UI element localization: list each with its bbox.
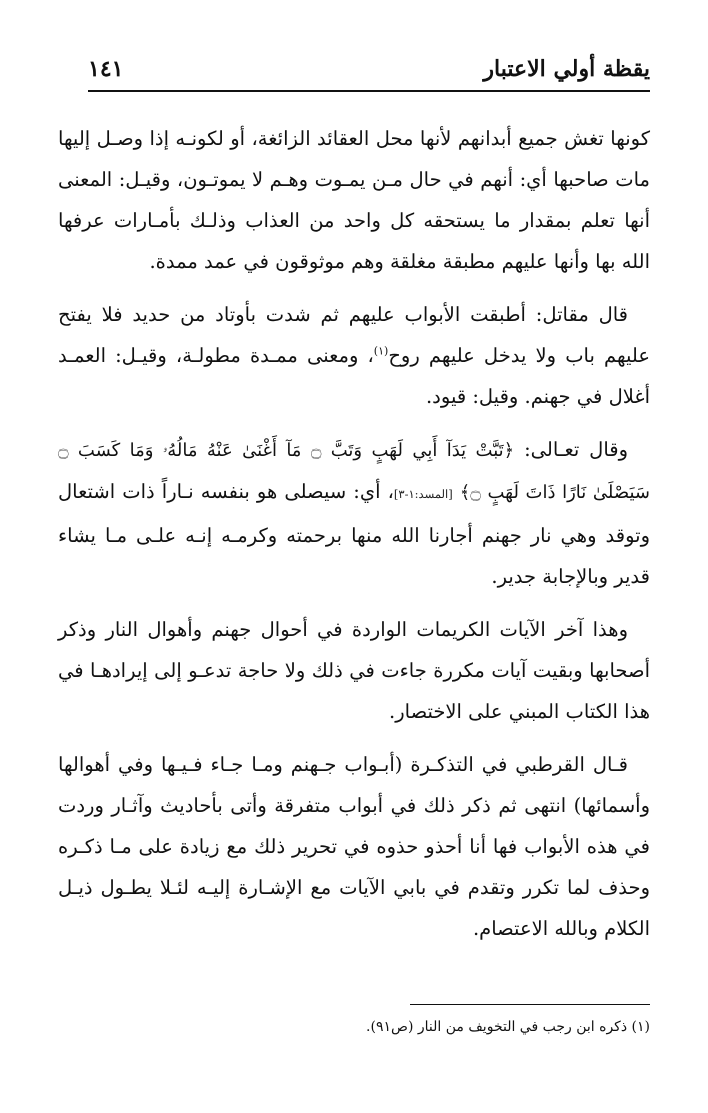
book-title: يقظة أولي الاعتبار	[483, 56, 650, 82]
verse-reference: [المسد:١-٣]	[393, 487, 453, 501]
footnote-divider	[410, 1004, 650, 1005]
main-text	[58, 118, 650, 961]
paragraph-2-text: قال مقاتل: أطبقت الأبواب عليهم ثم شدت بأوتاد من حديد فلا يفتح عليهم باب ولا يدخل عليهم روح	[58, 303, 650, 367]
paragraph-2-text-cont: ، ومعنى ممـدة مطولـة، وقيـل: العمـد أغلال في جهنم. وقيل: قيود.	[58, 344, 650, 408]
paragraph-3	[58, 429, 650, 597]
paragraph-1: كونها تغش جميع أبدانهم لأنها محل العقائد الزائغة، أو لكونـه إذا وصـل إليها مات صاحبها أي: أنهم في حال مـن يمـوت وهـم لا يموتـون، وقيـل: المعنى أنها تعلم بمقدار ما يستحقه كل واحد من العذاب وذلـك بأمـارات عرفها الله بها وأنها عليهم مطبقة مغلقة وهم موثوقون في عمد ممدة.	[58, 127, 650, 273]
paragraph-3-text: ، أي: سيصلى هو بنفسه نـاراً ذات اشتعال وتوقد وهي نار جهنم أجارنا الله منها برحمته وكرمـه إنـه علـى مـا يشاء قدير وبالإجابة جدير.	[58, 480, 650, 588]
footnote-marker: (١)	[373, 344, 389, 358]
page-number: ١٤١	[88, 56, 124, 82]
quran-verse: ﴿تَبَّتْ يَدَآ أَبِي لَهَبٍ وَتَبَّ ۝ مَآ أَغْنَىٰ عَنْهُ مَالُهُۥ وَمَا كَسَبَ ۝ سَيَصْلَىٰ نَارًا ذَاتَ لَهَبٍ ۝﴾	[58, 440, 650, 503]
running-header	[88, 50, 650, 92]
paragraph-3-intro: وقال تعـالى:	[524, 438, 629, 461]
paragraph-5: قـال القرطبي في التذكـرة (أبـواب جـهنم ومـا جـاء فـيـها وفي أهوالها وأسمائها) انتهى ثم ذكر ذلك في أبواب متفرقة وأتى بأحاديث وآثـار وردت في هذه الأبواب فها أنا أحذو حذوه في تحرير ذلك مع زيادة على مـا ذكـره وحذف لما تكرر وتقدم في بابي الآيات مع الإشـارة إليـه لئـلا يطـول ذيـل الكلام وبالله الاعتصام.	[58, 753, 650, 940]
footnote: (١) ذكره ابن رجب في التخويف من النار (ص٩١).	[366, 1019, 650, 1035]
paragraph-4: وهذا آخر الآيات الكريمات الواردة في أحوال جهنم وأهوال النار وذكر أصحابها وبقيت آيات مكررة جاءت في ذلك ولا حاجة تدعـو إلى إيرادهـا في هذا الكتاب المبني على الاختصار.	[58, 618, 650, 723]
paragraph-2	[58, 294, 650, 417]
